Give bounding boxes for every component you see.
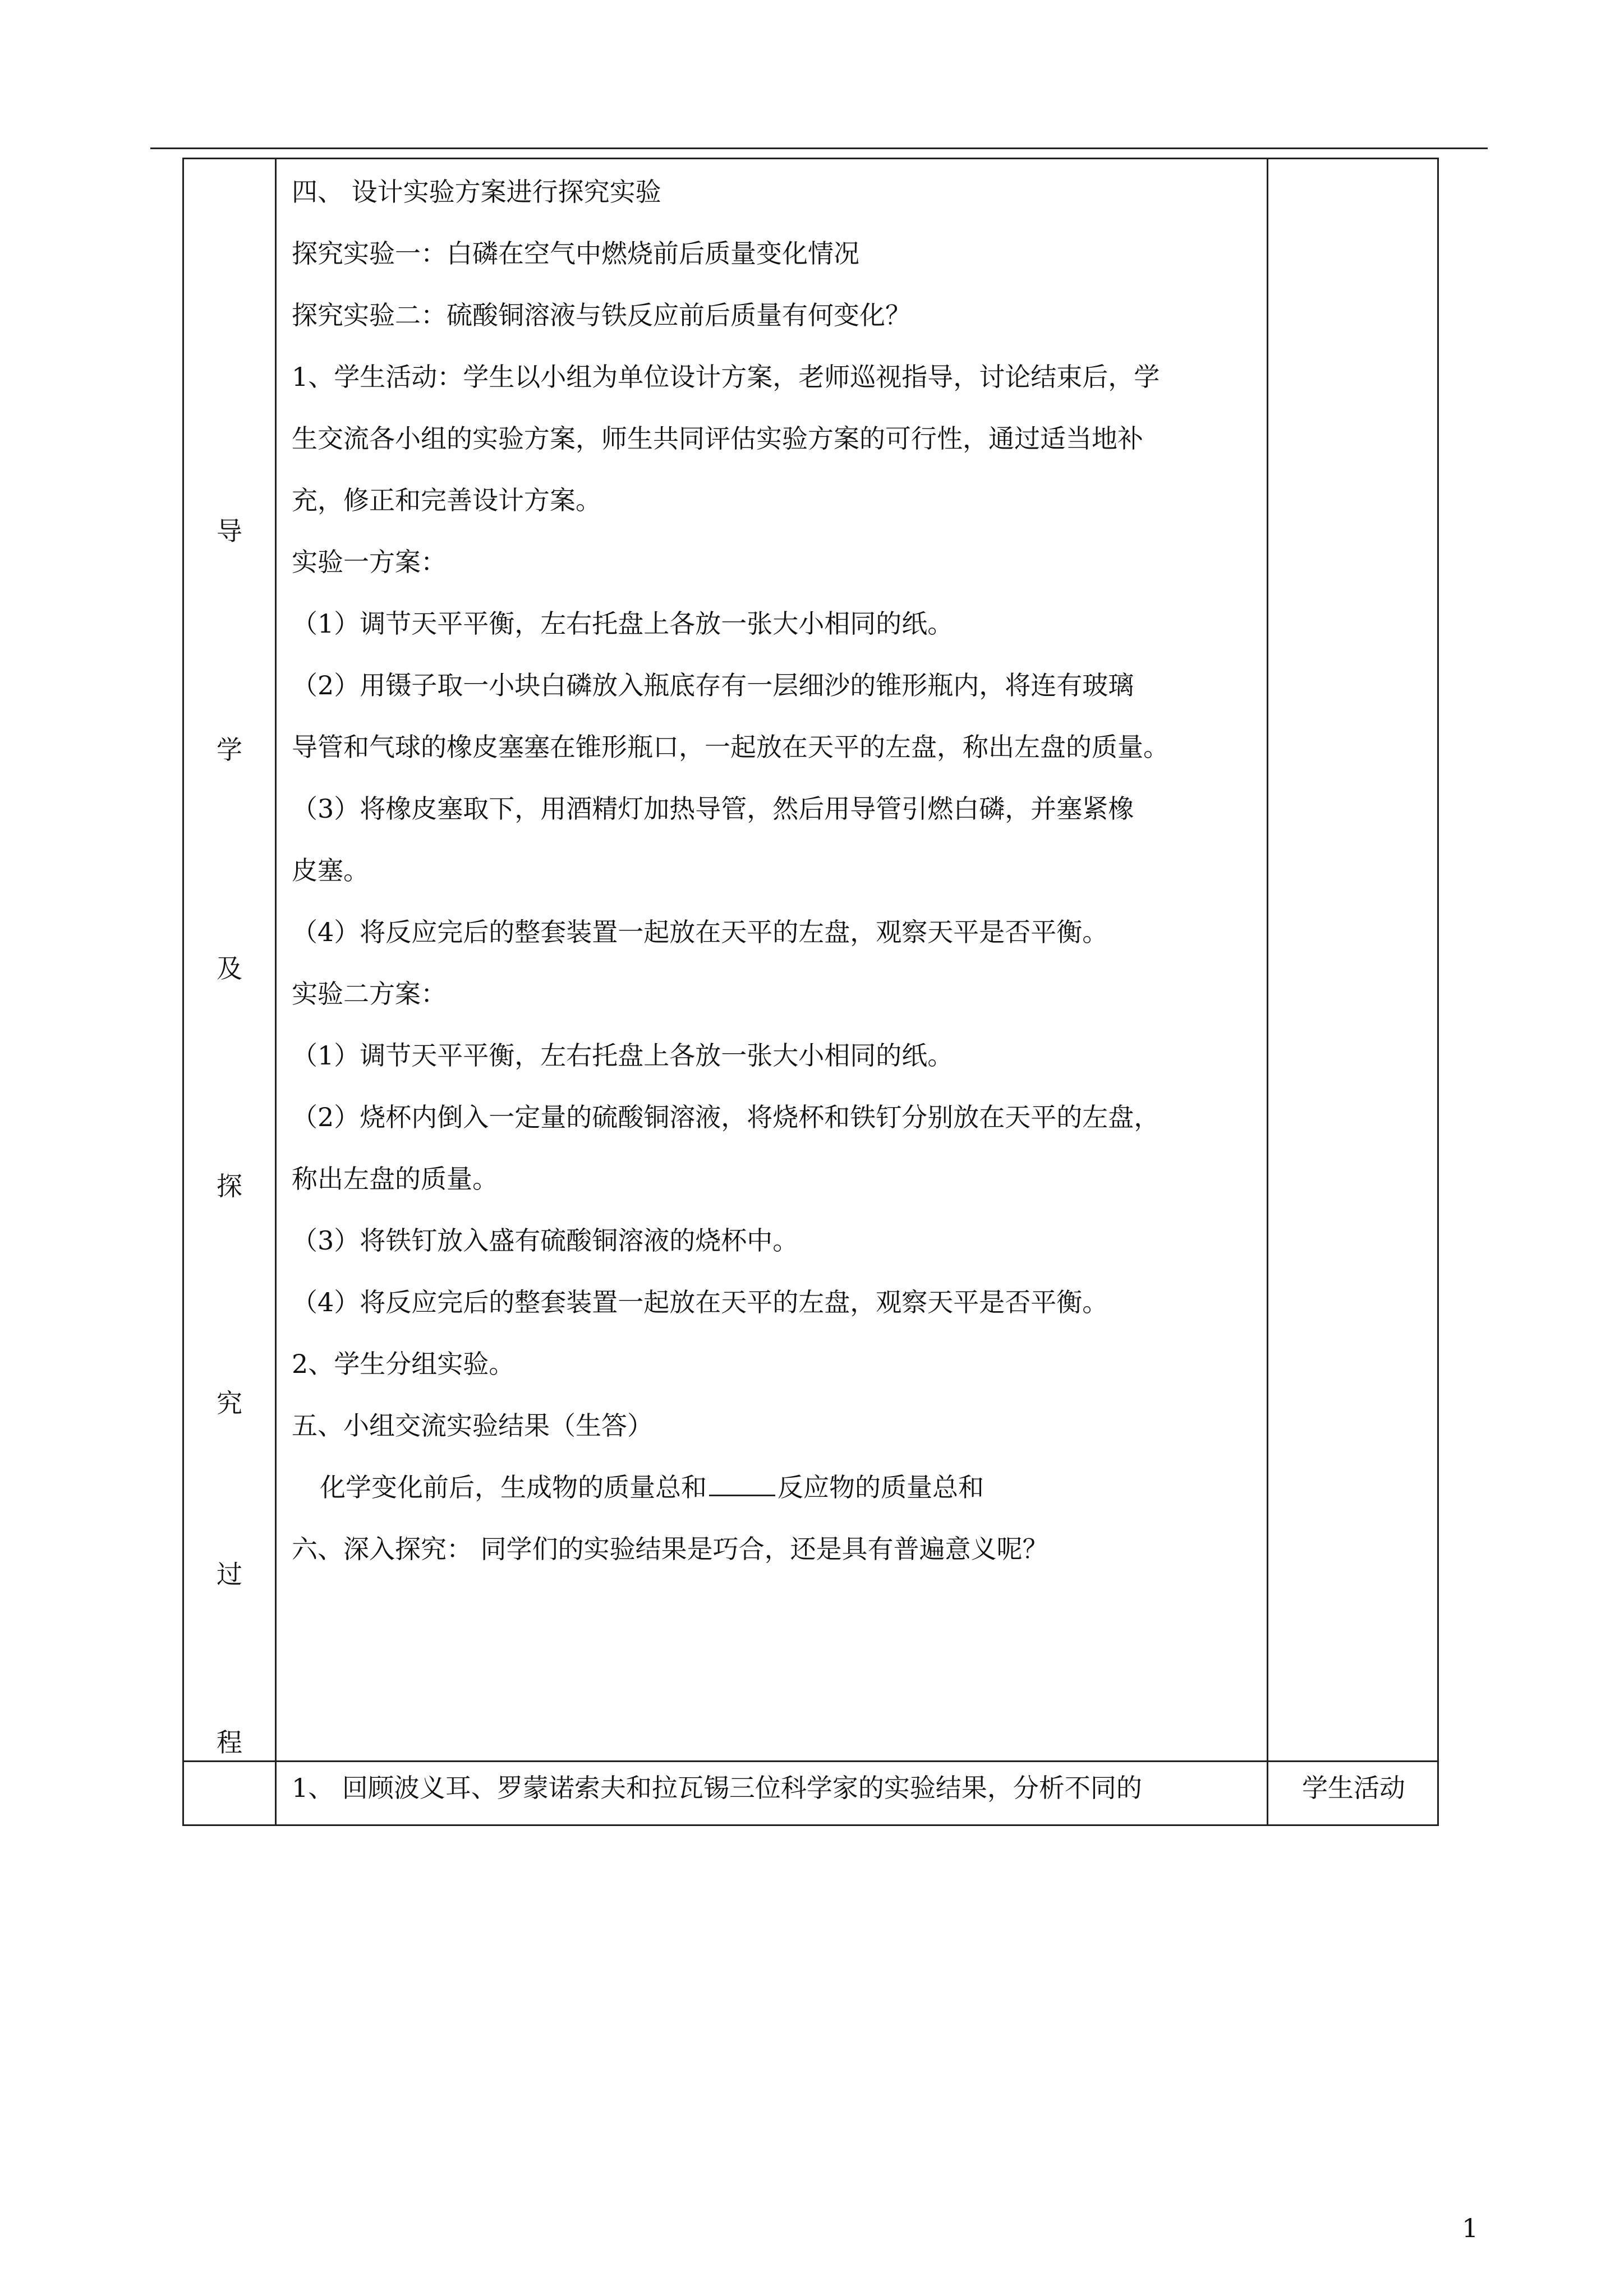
side-label-char: 导 (217, 516, 242, 546)
fill-in-blank[interactable] (709, 1472, 775, 1496)
conclusion-after: 反应物的质量总和 (778, 1472, 984, 1502)
text-line: （4）将反应完后的整套装置一起放在天平的左盘，观察天平是否平衡。 (292, 1287, 1108, 1317)
column-divider-left (275, 159, 277, 1824)
text-line: （2）用镊子取一小块白磷放入瓶底存有一层细沙的锥形瓶内，将连有玻璃 (292, 670, 1134, 700)
text-line: （3）将铁钉放入盛有硫酸铜溶液的烧杯中。 (292, 1225, 799, 1256)
text-line: 实验二方案： (292, 979, 447, 1009)
deep-inquiry-line: 六、深入探究： 同学们的实验结果是巧合，还是具有普遍意义呢？ (292, 1534, 1048, 1564)
column-divider-right (1267, 159, 1268, 1824)
text-line: 实验一方案： (292, 547, 447, 577)
text-line: （2）烧杯内倒入一定量的硫酸铜溶液，将烧杯和铁钉分别放在天平的左盘， (292, 1102, 1160, 1132)
page-number: 1 (1462, 2213, 1479, 2243)
text-line: 探究实验一：白磷在空气中燃烧前后质量变化情况 (292, 238, 859, 269)
header-rule (150, 147, 1488, 149)
section-heading: 四、 设计实验方案进行探究实验 (292, 177, 661, 207)
text-line: （1）调节天平平衡，左右托盘上各放一张大小相同的纸。 (292, 608, 954, 639)
lesson-table (182, 158, 1439, 1826)
text-line: （4）将反应完后的整套装置一起放在天平的左盘，观察天平是否平衡。 (292, 917, 1108, 947)
side-label-char: 学 (217, 735, 242, 765)
text-line: 探究实验二：硫酸铜溶液与铁反应前后质量有何变化？ (292, 300, 911, 330)
row2-text: 1、 回顾波义耳、罗蒙诺索夫和拉瓦锡三位科学家的实验结果，分析不同的 (292, 1773, 1142, 1803)
row2-right-label: 学生活动 (1302, 1773, 1405, 1803)
text-line: 1、学生活动：学生以小组为单位设计方案，老师巡视指导，讨论结束后，学 (292, 362, 1160, 392)
side-label-char: 程 (217, 1727, 242, 1758)
conclusion-before: 化学变化前后，生成物的质量总和 (320, 1472, 707, 1502)
text-line: 充，修正和完善设计方案。 (292, 485, 601, 515)
text-line: 2、学生分组实验。 (292, 1349, 515, 1379)
text-line: 五、小组交流实验结果（生答） (292, 1410, 653, 1441)
side-label-char: 究 (217, 1388, 242, 1418)
text-line: （3）将橡皮塞取下，用酒精灯加热导管，然后用导管引燃白磷，并塞紧橡 (292, 794, 1134, 824)
row-divider (184, 1760, 1437, 1762)
text-line: 皮塞。 (292, 855, 369, 886)
side-label-char: 过 (217, 1559, 242, 1589)
conclusion-line (320, 1472, 984, 1503)
side-label-char: 及 (217, 953, 242, 984)
text-line: 称出左盘的质量。 (292, 1164, 498, 1194)
text-line: （1）调节天平平衡，左右托盘上各放一张大小相同的纸。 (292, 1040, 954, 1071)
text-line: 导管和气球的橡皮塞塞在锥形瓶口，一起放在天平的左盘，称出左盘的质量。 (292, 732, 1169, 762)
text-line: 生交流各小组的实验方案，师生共同评估实验方案的可行性，通过适当地补 (292, 423, 1143, 454)
side-label-char: 探 (217, 1171, 242, 1201)
